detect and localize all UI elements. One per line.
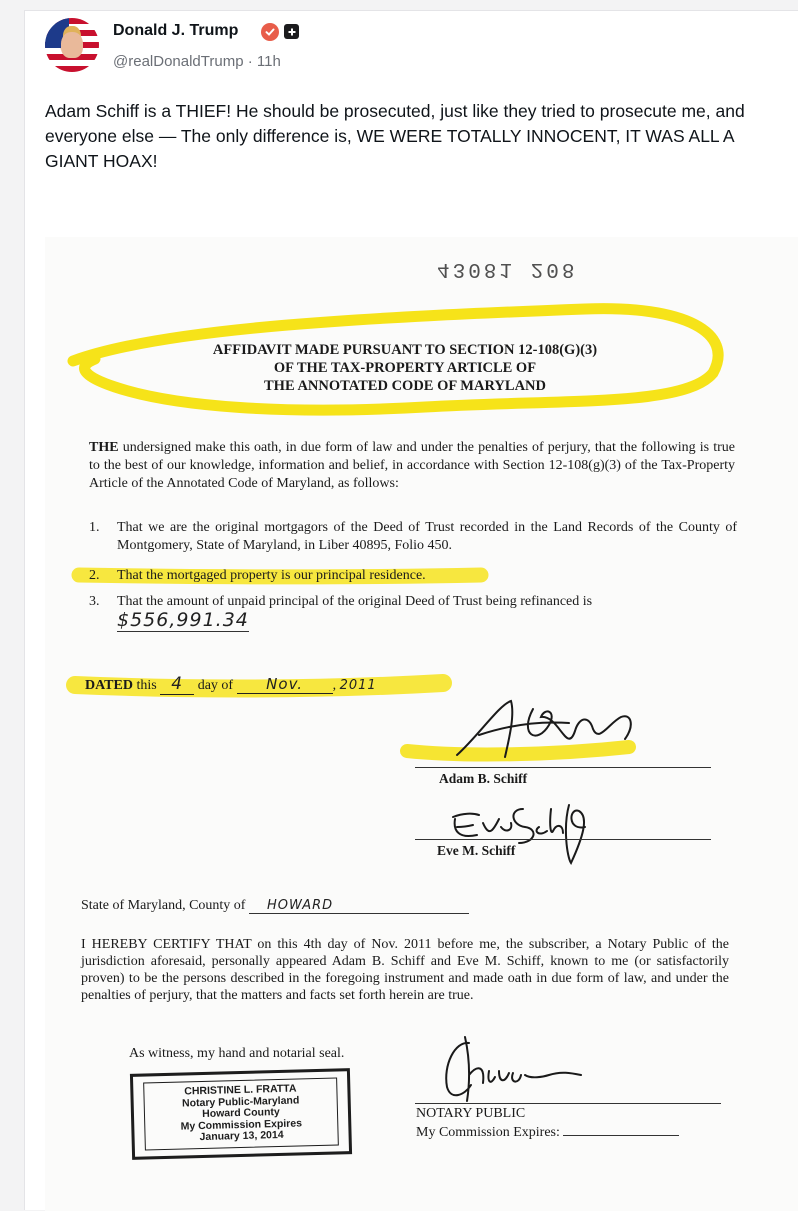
seal-line: Notary Public-Maryland xyxy=(181,1093,300,1110)
adam-signature-mark xyxy=(449,695,649,765)
notary-signature-line xyxy=(415,1103,721,1104)
handle-text: @realDonaldTrump xyxy=(113,53,244,70)
seal-line: CHRISTINE L. FRATTA xyxy=(184,1082,297,1098)
post-time[interactable]: 11h xyxy=(256,53,281,70)
document-number: 43081 208 xyxy=(437,257,578,280)
dated-year: 2011 xyxy=(339,678,377,693)
eve-signature-line xyxy=(415,839,711,840)
dated-day: 4 xyxy=(160,674,194,695)
seal-line: January 13, 2014 xyxy=(199,1128,284,1144)
title-line-1: AFFIDAVIT MADE PURSUANT TO SECTION 12-108(G)(3) xyxy=(212,342,598,358)
adam-signer-name: Adam B. Schiff xyxy=(439,771,528,786)
certify-paragraph: I HEREBY CERTIFY THAT on this 4th day of Nov. 2011 before me, the subscriber, a Notary Public of the jurisdiction aforesaid, personally appeared Adam B. Schiff and Eve M. Schiff, known to me (or satisfactorily proven) to be the persons described in the foregoing instrument and made oath in due form of law, and under the penalties of perjury, that the matters and facts set forth herein are true. xyxy=(81,937,729,1003)
commission-expires-label xyxy=(416,1125,679,1141)
notary-public-label: NOTARY PUBLIC xyxy=(416,1106,526,1121)
witness-line: As witness, my hand and notarial seal. xyxy=(129,1046,345,1061)
county-value: HOWARD xyxy=(249,898,469,914)
title-line-3: THE ANNOTATED CODE OF MARYLAND xyxy=(264,378,546,394)
dated-month: Nov. xyxy=(237,675,333,694)
affidavit-intro xyxy=(89,439,735,493)
post-card xyxy=(24,10,798,1210)
county-label: State of Maryland, County of xyxy=(81,898,246,913)
notary-signature-mark xyxy=(425,1035,595,1107)
dated-this: this xyxy=(136,678,157,693)
title-line-2: OF THE TAX-PROPERTY ARTICLE OF xyxy=(273,360,537,376)
seal-line: My Commission Expires xyxy=(180,1116,303,1133)
document-image[interactable] xyxy=(45,237,798,1211)
dated-day-of: day of xyxy=(197,678,234,693)
commission-label-text: My Commission Expires: xyxy=(416,1125,560,1140)
author-handle[interactable] xyxy=(113,53,281,70)
item-text: That we are the original mortgagors of the Deed of Trust recorded in the Land Records of the County of Montgomery, State of Maryland, in Liber 40895, Folio 450. xyxy=(117,520,737,553)
item-text: That the mortgaged property is our principal residence. xyxy=(117,568,426,583)
post-text: Adam Schiff is a THIEF! He should be prosecuted, just like they tried to prosecute me, and everyone else — The only difference is, WE WERE TOTALLY INNOCENT, IT WAS ALL A GIANT HOAX! xyxy=(45,101,745,171)
verified-badge-icon xyxy=(261,23,279,41)
intro-lead: THE xyxy=(89,440,119,455)
item-number: 2. xyxy=(89,568,100,583)
item-number: 1. xyxy=(89,520,100,535)
unpaid-amount: $556,991.34 xyxy=(117,609,249,631)
post-separator: · xyxy=(247,53,257,70)
county-line xyxy=(81,898,469,914)
author-name[interactable]: Donald J. Trump xyxy=(113,22,239,39)
avatar[interactable] xyxy=(45,18,99,72)
dated-label: DATED xyxy=(85,678,133,693)
seal-line: Howard County xyxy=(202,1105,280,1121)
commission-blank xyxy=(563,1135,679,1136)
item-number: 3. xyxy=(89,594,100,609)
adam-signature-line xyxy=(415,767,711,768)
notary-seal-stamp xyxy=(130,1068,352,1160)
item-text: That the amount of unpaid principal of the original Deed of Trust being refinanced is xyxy=(117,594,593,609)
eve-signer-name: Eve M. Schiff xyxy=(437,843,516,858)
dated-line: DATED this 4 day of Nov. , 2011 xyxy=(85,674,377,694)
plus-badge-icon xyxy=(284,24,299,39)
intro-text: undersigned make this oath, in due form of law and under the penalties of perjury, that the following is true to the best of our knowledge, information and belief, in accordance with Section 12-108(g)(3) of the Tax-Property Article of the Annotated Code of Maryland, as follows: xyxy=(89,440,735,491)
affidavit-title xyxy=(175,341,635,395)
